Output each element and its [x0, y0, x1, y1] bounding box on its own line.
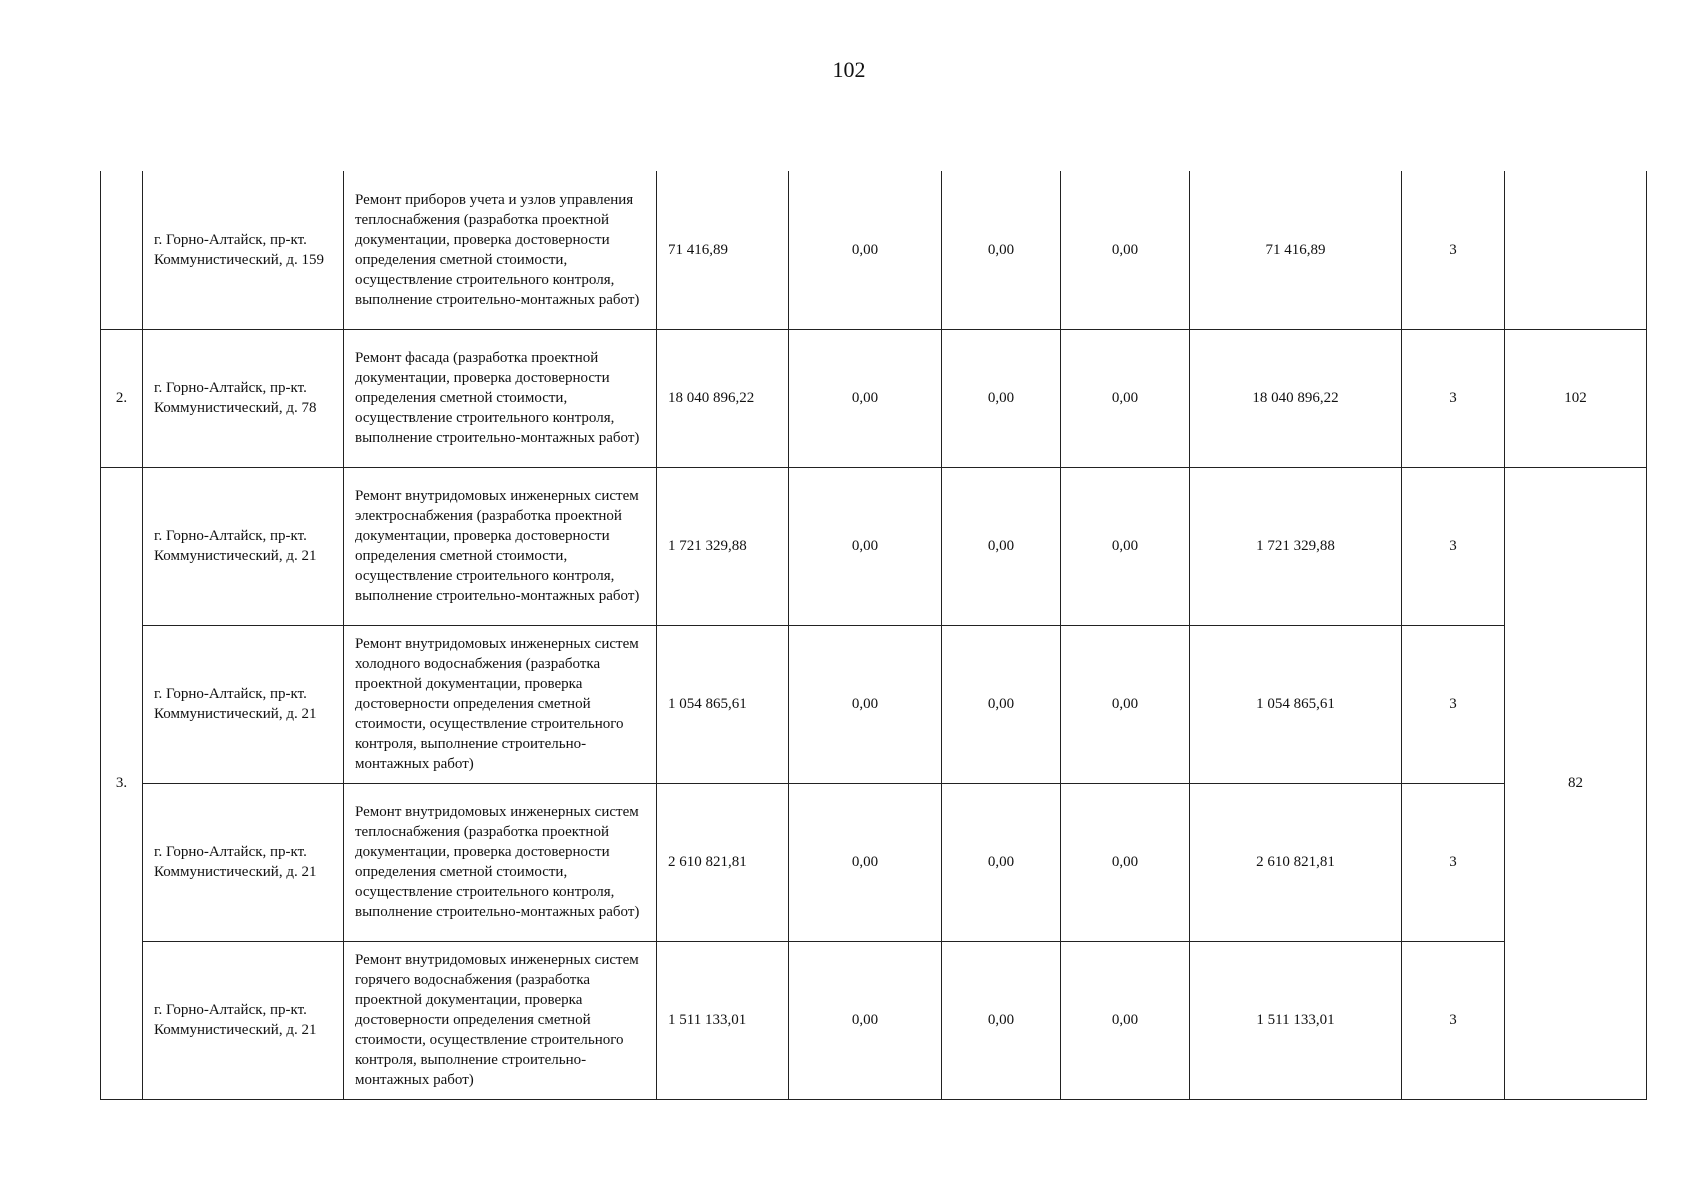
address-cell: г. Горно-Алтайск, пр-кт. Коммунистический, д. 21 — [143, 467, 344, 625]
cost-cell: 1 511 133,01 — [657, 941, 789, 1099]
value-cell-3: 0,00 — [1061, 329, 1190, 467]
work-description-cell: Ремонт внутридомовых инженерных систем холодного водоснабжения (разработка проектной документации, проверка достоверности определения сметной стоимости, осуществление строительного контроля, выполнение строительно-монтажных работ) — [344, 625, 657, 783]
last-column-cell: 102 — [1505, 329, 1647, 467]
value-cell-2: 0,00 — [942, 783, 1061, 941]
works-table — [100, 171, 1647, 1100]
value-cell-3: 0,00 — [1061, 783, 1190, 941]
value-cell-2: 0,00 — [942, 941, 1061, 1099]
value-cell-3: 0,00 — [1061, 625, 1190, 783]
last-column-cell — [1505, 171, 1647, 329]
address-cell: г. Горно-Алтайск, пр-кт. Коммунистический, д. 21 — [143, 625, 344, 783]
work-description-cell: Ремонт внутридомовых инженерных систем горячего водоснабжения (разработка проектной документации, проверка достоверности определения сметной стоимости, осуществление строительного контроля, выполнение строительно-монтажных работ) — [344, 941, 657, 1099]
address-cell: г. Горно-Алтайск, пр-кт. Коммунистический, д. 21 — [143, 783, 344, 941]
cost-cell: 1 054 865,61 — [657, 625, 789, 783]
work-description-cell: Ремонт фасада (разработка проектной документации, проверка достоверности определения сметной стоимости, осуществление строительного контроля, выполнение строительно-монтажных работ) — [344, 329, 657, 467]
cost-cell: 2 610 821,81 — [657, 783, 789, 941]
total-cell: 1 511 133,01 — [1190, 941, 1402, 1099]
address-cell: г. Горно-Алтайск, пр-кт. Коммунистический, д. 159 — [143, 171, 344, 329]
table-row — [101, 171, 1647, 329]
value-cell-3: 0,00 — [1061, 941, 1190, 1099]
value-cell-2: 0,00 — [942, 467, 1061, 625]
value-cell-1: 0,00 — [789, 625, 942, 783]
page-number: 102 — [832, 57, 866, 82]
work-description-cell: Ремонт внутридомовых инженерных систем теплоснабжения (разработка проектной документации, проверка достоверности определения сметной стоимости, осуществление строительного контроля, выполнение строительно-монтажных работ) — [344, 783, 657, 941]
value-cell-2: 0,00 — [942, 329, 1061, 467]
value-cell-1: 0,00 — [789, 941, 942, 1099]
table-row — [101, 467, 1647, 625]
table-row — [101, 625, 1647, 783]
priority-cell: 3 — [1402, 171, 1505, 329]
priority-cell: 3 — [1402, 329, 1505, 467]
work-description-cell: Ремонт внутридомовых инженерных систем электроснабжения (разработка проектной документации, проверка достоверности определения сметной стоимости, осуществление строительного контроля, выполнение строительно-монтажных работ) — [344, 467, 657, 625]
address-cell: г. Горно-Алтайск, пр-кт. Коммунистический, д. 78 — [143, 329, 344, 467]
table-row — [101, 941, 1647, 1099]
total-cell: 2 610 821,81 — [1190, 783, 1402, 941]
value-cell-2: 0,00 — [942, 625, 1061, 783]
value-cell-3: 0,00 — [1061, 467, 1190, 625]
address-cell: г. Горно-Алтайск, пр-кт. Коммунистический, д. 21 — [143, 941, 344, 1099]
cost-cell: 71 416,89 — [657, 171, 789, 329]
total-cell: 71 416,89 — [1190, 171, 1402, 329]
priority-cell: 3 — [1402, 783, 1505, 941]
value-cell-1: 0,00 — [789, 171, 942, 329]
cost-cell: 1 721 329,88 — [657, 467, 789, 625]
table-row — [101, 329, 1647, 467]
row-number-cell — [101, 171, 143, 329]
total-cell: 18 040 896,22 — [1190, 329, 1402, 467]
value-cell-1: 0,00 — [789, 329, 942, 467]
priority-cell: 3 — [1402, 625, 1505, 783]
priority-cell: 3 — [1402, 941, 1505, 1099]
value-cell-1: 0,00 — [789, 783, 942, 941]
cost-cell: 18 040 896,22 — [657, 329, 789, 467]
value-cell-2: 0,00 — [942, 171, 1061, 329]
table-row — [101, 783, 1647, 941]
priority-cell: 3 — [1402, 467, 1505, 625]
work-description-cell: Ремонт приборов учета и узлов управления теплоснабжения (разработка проектной документации, проверка достоверности определения сметной стоимости, осуществление строительного контроля, выполнение строительно-монтажных работ) — [344, 171, 657, 329]
last-column-cell: 82 — [1505, 467, 1647, 1099]
total-cell: 1 054 865,61 — [1190, 625, 1402, 783]
row-number-cell: 2. — [101, 329, 143, 467]
total-cell: 1 721 329,88 — [1190, 467, 1402, 625]
value-cell-3: 0,00 — [1061, 171, 1190, 329]
value-cell-1: 0,00 — [789, 467, 942, 625]
row-number-cell: 3. — [101, 467, 143, 1099]
